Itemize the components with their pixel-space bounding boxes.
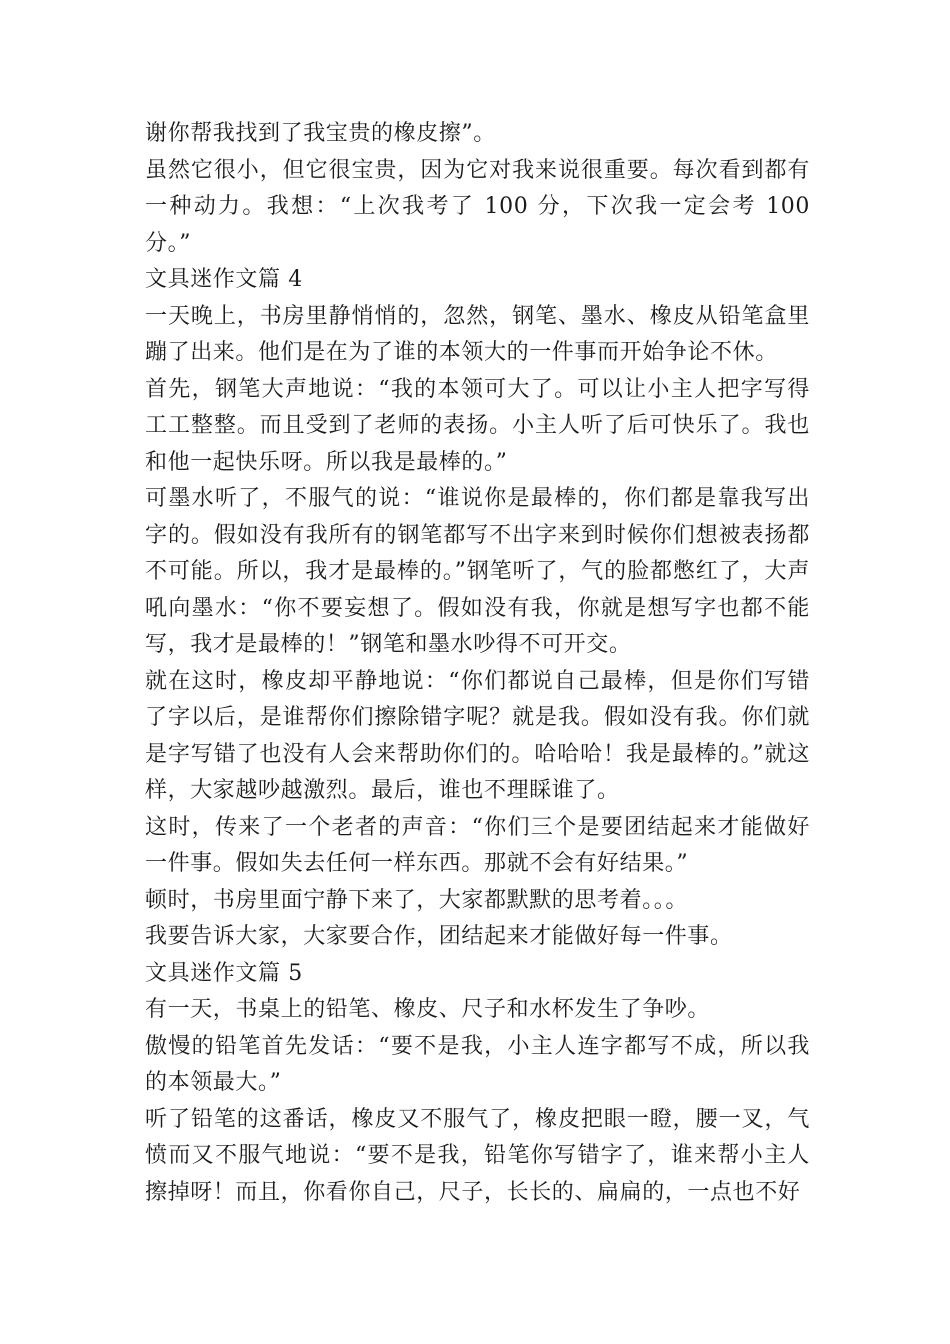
section-heading: 文具迷作文篇 5 (145, 960, 303, 986)
paragraph: 谢你帮我找到了我宝贵的橡皮擦”。 (145, 121, 496, 146)
section-heading: 文具迷作文篇 4 (145, 267, 303, 292)
paragraph: 顿时，书房里面宁静下来了，大家都默默的思考着。。。 (145, 887, 689, 913)
paragraph: 可墨水听了，不服气的说：“谁说你是最棒的，你们都是靠我写出字的。假如没有我所有的钢笔都写不出字来到时候你们想被表扬都不可能。所以，我才是最棒的。”钢笔听了，气的脸都憋红了，大声吼向墨水：“你不要妄想了。假如没有我，你就是想写字也都不能写，我才是最棒的！”钢笔和墨水吵得不可开交。 (145, 486, 810, 657)
paragraph: 这时，传来了一个老者的声音：“你们三个是要团结起来才能做好一件事。假如失去任何一样东西。那就不会有好结果。” (145, 814, 810, 876)
paragraph: 就在这时，橡皮却平静地说：“你们都说自己最棒，但是你们写错了字以后，是谁帮你们擦除错字呢？就是我。假如没有我。你们就是字写错了也没有人会来帮助你们的。哈哈哈！我是最棒的。”就这样，大家越吵越激烈。最后，谁也不理睬谁了。 (145, 668, 810, 803)
paragraph: 首先，钢笔大声地说：“我的本领可大了。可以让小主人把字写得工工整整。而且受到了老师的表扬。小主人听了后可快乐了。我也和他一起快乐呀。所以我是最棒的。” (145, 376, 810, 475)
paragraph: 听了铅笔的这番话，橡皮又不服气了，橡皮把眼一瞪，腰一叉，气愤而又不服气地说：“要不是我，铅笔你写错字了，谁来帮小主人擦掉呀！而且，你看你自己，尺子，长长的、扁扁的，一点也不好 (145, 1106, 810, 1205)
paragraph: 一天晚上，书房里静悄悄的，忽然，钢笔、墨水、橡皮从铅笔盒里蹦了出来。他们是在为了谁的本领大的一件事而开始争论不休。 (145, 303, 810, 365)
paragraph: 傲慢的铅笔首先发话：“要不是我，小主人连字都写不成，所以我的本领最大。” (145, 1033, 810, 1095)
paragraph: 虽然它很小，但它很宝贵，因为它对我来说很重要。每次看到都有一种动力。我想：“上次我考了 100 分，下次我一定会考 100 分。” (145, 157, 810, 256)
paragraph: 我要告诉大家，大家要合作，团结起来才能做好每一件事。 (145, 924, 733, 949)
paragraph: 有一天，书桌上的铅笔、橡皮、尺子和水杯发生了争吵。 (145, 997, 711, 1022)
document-body (145, 116, 810, 1211)
